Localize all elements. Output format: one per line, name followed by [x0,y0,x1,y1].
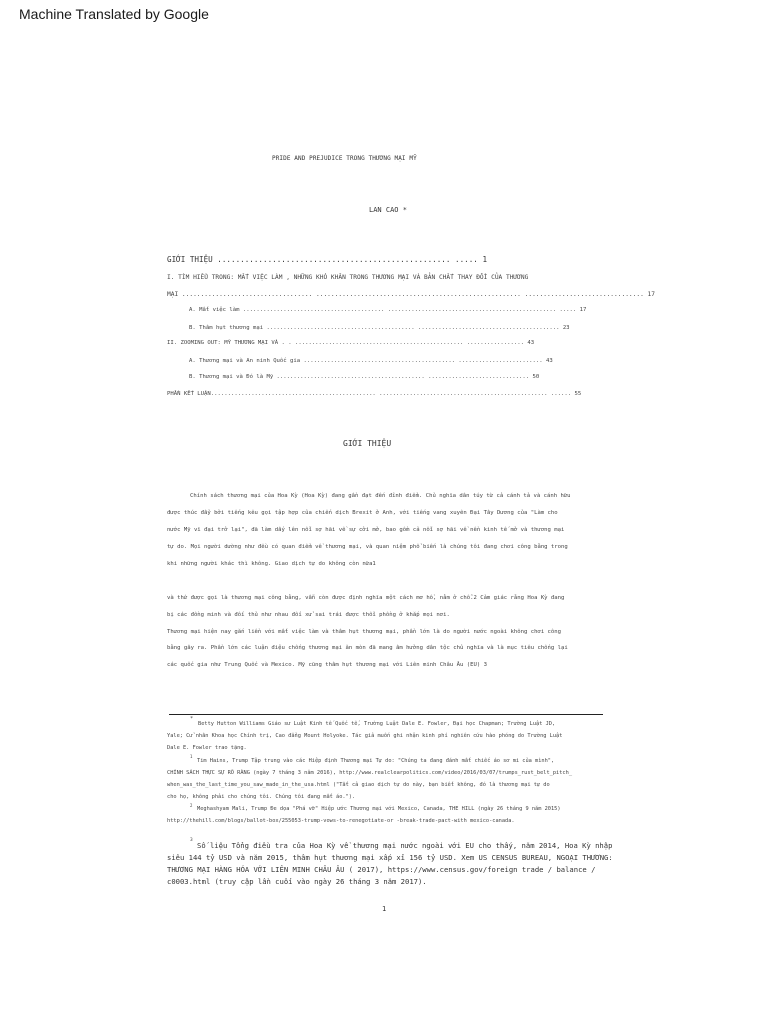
toc-entry-part1: I. TÌM HIỂU TRONG: MẤT VIỆC LÀM , NHỮNG KHÓ KHĂN TRONG THƯƠNG MẠI VÀ BẢN CHẤT THAY ĐỔI CỦA THƯƠNG [167,274,529,281]
document-author: LAN CAO * [369,206,407,214]
footnote-2-mark: 2 [190,803,193,808]
body-line: khi những người khác thì không. Giao dịch tự do không còn nữa1 [167,561,376,567]
body-line: được thúc đẩy bởi tiếng kêu gọi tập hợp của chiến dịch Brexit ở Anh, với tiếng vang xuyên Đại Tây Dương của "Làm cho [167,510,558,516]
section-heading: GIỚI THIỆU [343,439,392,448]
footnote-line: http://thehill.com/blogs/ballot-box/255053-trump-vows-to-renegotiate-or -break-trade-pact-with mexico-canada. [167,818,515,824]
footnote-line: Tim Hains, Trump Tập trung vào các Hiệp định Thương mại Tự do: "Chúng ta đang đánh mất chiếc áo sơ mi của mình", [197,758,555,764]
page-number: 1 [382,905,387,913]
footnote-line: c0003.html (truy cập lần cuối vào ngày 26 tháng 3 năm 2017). [167,877,427,886]
body-line: Thương mại hiện nay gắn liền với mất việc làm và thâm hụt thương mại, phần lớn là do người nước ngoài không chơi công [167,629,562,635]
body-line: và thứ được gọi là thương mại công bằng, vẫn còn được định nghĩa một cách mơ hồ, nằm ở chỗ.2 Cảm giác rằng Hoa Kỳ đang [167,595,565,601]
footnote-line: THƯƠNG MẠI HÀNG HÓA VỚI LIÊN MINH CHÂU ÂU ( 2017), https://www.census.gov/foreign trade / balance / [167,865,596,874]
footnote-divider [169,714,603,715]
footnote-3-mark: 3 [190,838,193,843]
toc-entry-part2: II. ZOOMING OUT: MỸ THƯƠNG MẠI VÀ . . .................................................. ................. 43 [167,340,535,346]
footnote-line: Betty Hutton Williams Giáo sư Luật Kinh tế Quốc tế, Trường Luật Dale E. Fowler, Đại học Chapman; Trường Luật JD, [198,721,556,727]
toc-entry-part1-cont: MẠI ................................... ....................................................... ................................ 17 [167,291,655,298]
toc-entry-2b: B. Thương mại và Đó là Mỹ ............................................ .............................. 50 [189,374,540,380]
body-line: Chính sách thương mại của Hoa Kỳ (Hoa Kỳ) đang gần đạt đến đỉnh điểm. Chủ nghĩa dân túy từ cả cánh tả và cánh hữu [190,493,571,499]
body-line: nước Mỹ vĩ đại trở lại", đã làm dấy lên nỗi sợ hãi về sự cởi mở, bao gồm cả nỗi sợ hãi về nền kinh tế mở và thương mại [167,527,565,533]
footnote-line: CHÍNH SÁCH THỰC SỰ RÕ RÀNG (ngày 7 tháng 3 năm 2016), http://www.realclearpolitics.com/video/2016/03/07/trumps_rust_belt_pitch_ [167,770,573,776]
footnote-line: Meghashyam Mali, Trump Đe dọa "Phá vỡ" Hiệp ước Thương mại với Mexico, Canada, THE HILL (ngày 26 tháng 9 năm 2015) [197,806,561,812]
body-line: các quốc gia như Trung Quốc và Mexico. Mỹ cũng thâm hụt thương mại với Liên minh Châu Âu (EU) 3 [167,662,487,668]
footnote-line: when_was_the_last_time_you_saw_made_in_the_usa.html ("Tất cả giao dịch tự do này, bạn biết không, đó là thương mại tự do [167,782,550,788]
toc-entry-intro: GIỚI THIỆU ................................................... ..... 1 [167,255,488,264]
machine-translated-label: Machine Translated by Google [19,6,209,22]
footnote-1-mark: 1 [190,754,193,759]
footnote-line: Yale; Cử nhân Khoa học Chính trị, Cao đẳng Mount Holyoke. Tác giả muốn ghi nhận kinh phí nghiên cứu hào phóng do Trường Luật [167,733,563,739]
footnote-line: cho họ, không phải cho chúng tôi. Chúng tôi đang mất áo."). [167,794,356,800]
toc-entry-conclusion: PHẦN KẾT LUẬN................................................. .................................................. ...... 55 [167,391,582,397]
footnote-line: Số liệu Tổng điều tra của Hoa Kỳ về thương mại nước ngoài với EU cho thấy, năm 2014, Hoa Kỳ nhập [197,841,613,850]
body-line: tự do. Mọi người dường như đều có quan điểm về thương mại, và quan niệm phổ biến là chúng tôi đang chơi công bằng trong [167,544,568,550]
footnote-star-mark: * [190,716,194,722]
body-line: bị các đồng minh và đối thủ như nhau đối xử sai trái được thổi phồng ở khắp mọi nơi. [167,612,450,618]
toc-entry-1a: A. Mất việc làm .......................................... .................................................. ..... 17 [189,307,587,313]
toc-entry-2a: A. Thương mại và An ninh Quốc gia ............................................. ......................... 43 [189,358,553,364]
footnote-line: siêu 144 tỷ USD và năm 2015, thâm hụt thương mại xấp xỉ 156 tỷ USD. Xem US CENSUS BUREAU, NGOẠI THƯƠNG: [167,853,613,862]
document-title: PRIDE AND PREJUDICE TRONG THƯƠNG MẠI MỸ [272,155,417,162]
body-line: bằng gây ra. Phần lớn các luận điệu chống thương mại ăn mòn đã mang âm hưởng dân tộc chủ nghĩa và là mục tiêu chống lại [167,645,568,651]
footnote-line: Dale E. Fowler trao tặng. [167,745,247,751]
toc-entry-1b: B. Thâm hụt thương mại ............................................ .......................................... 23 [189,325,570,331]
